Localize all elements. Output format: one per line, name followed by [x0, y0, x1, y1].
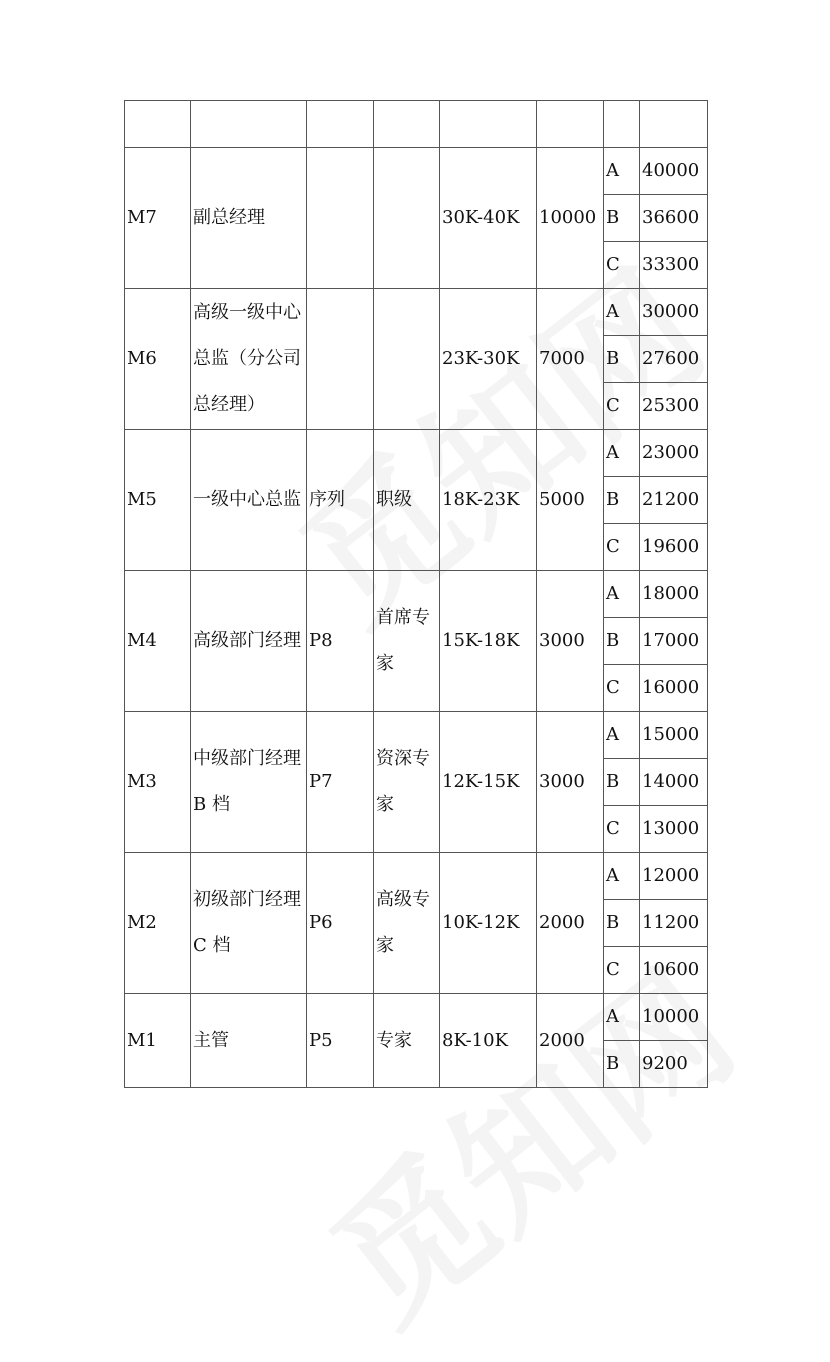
sequence-cell: 序列 — [307, 430, 374, 571]
level-salary-cell: 9200 — [640, 1041, 708, 1088]
header-cell — [125, 101, 191, 148]
level-salary-cell: 14000 — [640, 759, 708, 806]
level-letter-cell: B — [604, 900, 640, 947]
job-title-cell: 中级部门经理 B 档 — [191, 712, 307, 853]
sequence-cell — [307, 148, 374, 289]
level-letter-cell: A — [604, 853, 640, 900]
table-row — [125, 994, 708, 1041]
level-letter-cell: C — [604, 383, 640, 430]
header-cell — [440, 101, 537, 148]
salary-range-cell: 8K-10K — [440, 994, 537, 1088]
level-salary-cell: 10000 — [640, 994, 708, 1041]
level-salary-cell: 13000 — [640, 806, 708, 853]
level-letter-cell: B — [604, 477, 640, 524]
job-title-cell: 主管 — [191, 994, 307, 1088]
grade-code-cell: M1 — [125, 994, 191, 1088]
salary-range-cell: 12K-15K — [440, 712, 537, 853]
base-amount-cell: 5000 — [537, 430, 604, 571]
level-letter-cell: C — [604, 242, 640, 289]
job-title-cell: 高级一级中心总监（分公司总经理） — [191, 289, 307, 430]
level-salary-cell: 23000 — [640, 430, 708, 477]
header-cell — [307, 101, 374, 148]
sequence-cell: P8 — [307, 571, 374, 712]
level-letter-cell: A — [604, 148, 640, 195]
grade-code-cell: M6 — [125, 289, 191, 430]
level-letter-cell: B — [604, 618, 640, 665]
table-row — [125, 430, 708, 477]
level-salary-cell: 40000 — [640, 148, 708, 195]
base-amount-cell: 2000 — [537, 994, 604, 1088]
level-letter-cell: A — [604, 712, 640, 759]
rank-cell: 高级专家 — [374, 853, 440, 994]
table-row — [125, 571, 708, 618]
level-salary-cell: 19600 — [640, 524, 708, 571]
salary-range-cell: 15K-18K — [440, 571, 537, 712]
header-cell — [604, 101, 640, 148]
level-letter-cell: A — [604, 289, 640, 336]
header-cell — [374, 101, 440, 148]
level-salary-cell: 21200 — [640, 477, 708, 524]
level-letter-cell: C — [604, 947, 640, 994]
base-amount-cell: 2000 — [537, 853, 604, 994]
level-letter-cell: C — [604, 524, 640, 571]
salary-range-cell: 30K-40K — [440, 148, 537, 289]
base-amount-cell: 7000 — [537, 289, 604, 430]
rank-cell: 资深专家 — [374, 712, 440, 853]
level-letter-cell: A — [604, 571, 640, 618]
level-salary-cell: 18000 — [640, 571, 708, 618]
table-header-row — [125, 101, 708, 148]
header-cell — [640, 101, 708, 148]
level-letter-cell: B — [604, 1041, 640, 1088]
level-letter-cell: B — [604, 336, 640, 383]
header-cell — [537, 101, 604, 148]
grade-code-cell: M2 — [125, 853, 191, 994]
level-letter-cell: B — [604, 195, 640, 242]
level-salary-cell: 25300 — [640, 383, 708, 430]
level-salary-cell: 36600 — [640, 195, 708, 242]
base-amount-cell: 10000 — [537, 148, 604, 289]
grade-code-cell: M4 — [125, 571, 191, 712]
job-title-cell: 副总经理 — [191, 148, 307, 289]
rank-cell — [374, 289, 440, 430]
level-salary-cell: 10600 — [640, 947, 708, 994]
level-salary-cell: 33300 — [640, 242, 708, 289]
level-salary-cell: 16000 — [640, 665, 708, 712]
job-title-cell: 一级中心总监 — [191, 430, 307, 571]
rank-cell: 专家 — [374, 994, 440, 1088]
level-letter-cell: C — [604, 806, 640, 853]
level-letter-cell: B — [604, 759, 640, 806]
level-salary-cell: 15000 — [640, 712, 708, 759]
rank-cell: 职级 — [374, 430, 440, 571]
rank-cell — [374, 148, 440, 289]
sequence-cell: P6 — [307, 853, 374, 994]
level-salary-cell: 17000 — [640, 618, 708, 665]
level-letter-cell: C — [604, 665, 640, 712]
salary-grade-table — [124, 100, 708, 1088]
base-amount-cell: 3000 — [537, 712, 604, 853]
grade-code-cell: M5 — [125, 430, 191, 571]
level-salary-cell: 30000 — [640, 289, 708, 336]
grade-code-cell: M7 — [125, 148, 191, 289]
sequence-cell: P7 — [307, 712, 374, 853]
job-title-cell: 高级部门经理 — [191, 571, 307, 712]
rank-cell: 首席专家 — [374, 571, 440, 712]
table-body — [125, 101, 708, 1088]
level-salary-cell: 12000 — [640, 853, 708, 900]
base-amount-cell: 3000 — [537, 571, 604, 712]
level-letter-cell: A — [604, 430, 640, 477]
level-salary-cell: 27600 — [640, 336, 708, 383]
sequence-cell — [307, 289, 374, 430]
salary-range-cell: 10K-12K — [440, 853, 537, 994]
salary-range-cell: 23K-30K — [440, 289, 537, 430]
table-row — [125, 148, 708, 195]
salary-range-cell: 18K-23K — [440, 430, 537, 571]
job-title-cell: 初级部门经理 C 档 — [191, 853, 307, 994]
table-row — [125, 289, 708, 336]
sequence-cell: P5 — [307, 994, 374, 1088]
level-salary-cell: 11200 — [640, 900, 708, 947]
table-row — [125, 853, 708, 900]
header-cell — [191, 101, 307, 148]
level-letter-cell: A — [604, 994, 640, 1041]
grade-code-cell: M3 — [125, 712, 191, 853]
table-row — [125, 712, 708, 759]
